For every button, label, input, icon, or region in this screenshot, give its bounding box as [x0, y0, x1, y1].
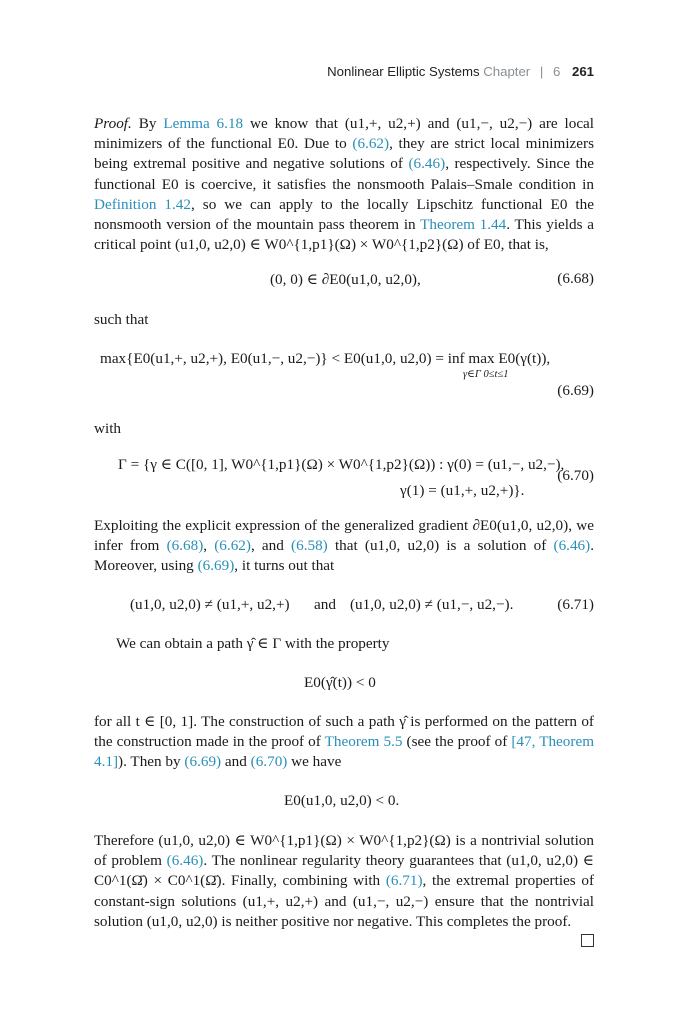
equation-path-negative: E0(γ̂(t)) < 0 — [304, 674, 376, 691]
equation-6-70-line-1: Γ = {γ ∈ C([0, 1], W0^{1,p1}(Ω) × W0^{1,p2}(Ω)) : γ(0) = (u1,−, u2,−), — [118, 456, 565, 473]
link-ref-47[interactable]: [47, Theorem 4.1] — [94, 733, 595, 771]
paragraph-4: for all t ∈ [0, 1]. The construction of such a path γ̂ is performed on the pattern of the construction made in the proof of Theorem 5.5 (see the proof of [47, Theorem 4.1]). Then by (6.69) and (6.70) we have — [94, 713, 595, 771]
link-eq-6-71[interactable]: (6.71) — [385, 872, 423, 890]
equation-6-71-left: (u1,0, u2,0) ≠ (u1,+, u2,+) — [130, 596, 290, 613]
equation-6-71-right: (u1,0, u2,0) ≠ (u1,−, u2,−). — [350, 596, 514, 613]
link-eq-6-62[interactable]: (6.62) — [352, 135, 390, 153]
proof-label: Proof. — [94, 115, 132, 132]
link-theorem-1-44[interactable]: Theorem 1.44 — [420, 216, 507, 234]
page-number: 261 — [571, 64, 594, 79]
text-with: with — [94, 420, 122, 437]
proof-paragraph-1: Proof. By Lemma 6.18 we know that (u1,+, u2,+) and (u1,−, u2,−) are local minimizers of the functional E0. Due to (6.62), they are strict local minimizers being extremal positive and negative solutions of (6.46), respectively. Since the functional E0 is coercive, it satisfies the nonsmooth Palais–Smale condition in Definition 1.42, so we can apply to the locally Lipschitz functional E0 the nonsmooth version of the mountain pass theorem in Theorem 1.44. This yields a critical point (u1,0, u2,0) ∈ W0^{1,p1}(Ω) × W0^{1,p2}(Ω) of E0, that is, — [94, 115, 595, 254]
paragraph-3: We can obtain a path γ̂ ∈ Γ with the property — [116, 635, 390, 652]
equation-number-6-68: (6.68) — [557, 270, 594, 287]
text-such-that: such that — [94, 311, 149, 328]
link-eq-6-70[interactable]: (6.70) — [250, 753, 288, 771]
equation-6-68: (0, 0) ∈ ∂E0(u1,0, u2,0), — [270, 271, 421, 288]
equation-6-69: max{E0(u1,+, u2,+), E0(u1,−, u2,−)} < E0(u1,0, u2,0) = inf max E0(γ(t)), — [100, 350, 551, 367]
equation-6-71-and: and — [314, 596, 336, 613]
link-eq-6-69[interactable]: (6.69) — [184, 753, 222, 771]
equation-6-70-line-2: γ(1) = (u1,+, u2,+)}. — [400, 482, 525, 499]
equation-6-69-limits: γ∈Γ 0≤t≤1 — [463, 369, 509, 380]
equation-number-6-71: (6.71) — [557, 596, 594, 613]
header-separator: | — [539, 64, 544, 79]
link-eq-6-46[interactable]: (6.46) — [553, 537, 591, 555]
paragraph-5: Therefore (u1,0, u2,0) ∈ W0^{1,p1}(Ω) × W0^{1,p2}(Ω) is a nontrivial solution of problem (6.46). The nonlinear regularity theory guarantees that (u1,0, u2,0) ∈ C0^1(Ω̄) × C0^1(Ω̄). Finally, combining with (6.71), the extremal properties of constant-sign solutions (u1,+, u2,+) and (u1,−, u2,−) ensure that the nontrivial solution (u1,0, u2,0) is neither positive nor negative. This completes the proof. — [94, 832, 595, 930]
header-title: Nonlinear Elliptic Systems — [327, 64, 480, 79]
paragraph-2: Exploiting the explicit expression of the generalized gradient ∂E0(u1,0, u2,0), we infer from (6.68), (6.62), and (6.58) that (u1,0, u2,0) is a solution of (6.46). Moreover, using (6.69), it turns out that — [94, 517, 595, 575]
qed-square-icon — [581, 934, 594, 947]
link-definition-1-42[interactable]: Definition 1.42 — [94, 195, 191, 213]
link-eq-6-69[interactable]: (6.69) — [197, 557, 235, 575]
equation-energy-negative: E0(u1,0, u2,0) < 0. — [284, 792, 400, 809]
link-eq-6-68[interactable]: (6.68) — [166, 537, 204, 555]
running-header — [327, 64, 594, 79]
header-chapter-label: Chapter — [483, 64, 531, 79]
link-eq-6-46[interactable]: (6.46) — [408, 155, 446, 173]
equation-number-6-69: (6.69) — [557, 382, 594, 399]
link-theorem-5-5[interactable]: Theorem 5.5 — [324, 733, 403, 751]
link-eq-6-62[interactable]: (6.62) — [214, 537, 251, 555]
header-chapter-number: 6 — [552, 64, 561, 79]
link-eq-6-46[interactable]: (6.46) — [166, 852, 204, 870]
equation-number-6-70: (6.70) — [557, 467, 594, 484]
link-eq-6-58[interactable]: (6.58) — [291, 537, 328, 555]
link-lemma-6-18[interactable]: Lemma 6.18 — [163, 115, 244, 132]
